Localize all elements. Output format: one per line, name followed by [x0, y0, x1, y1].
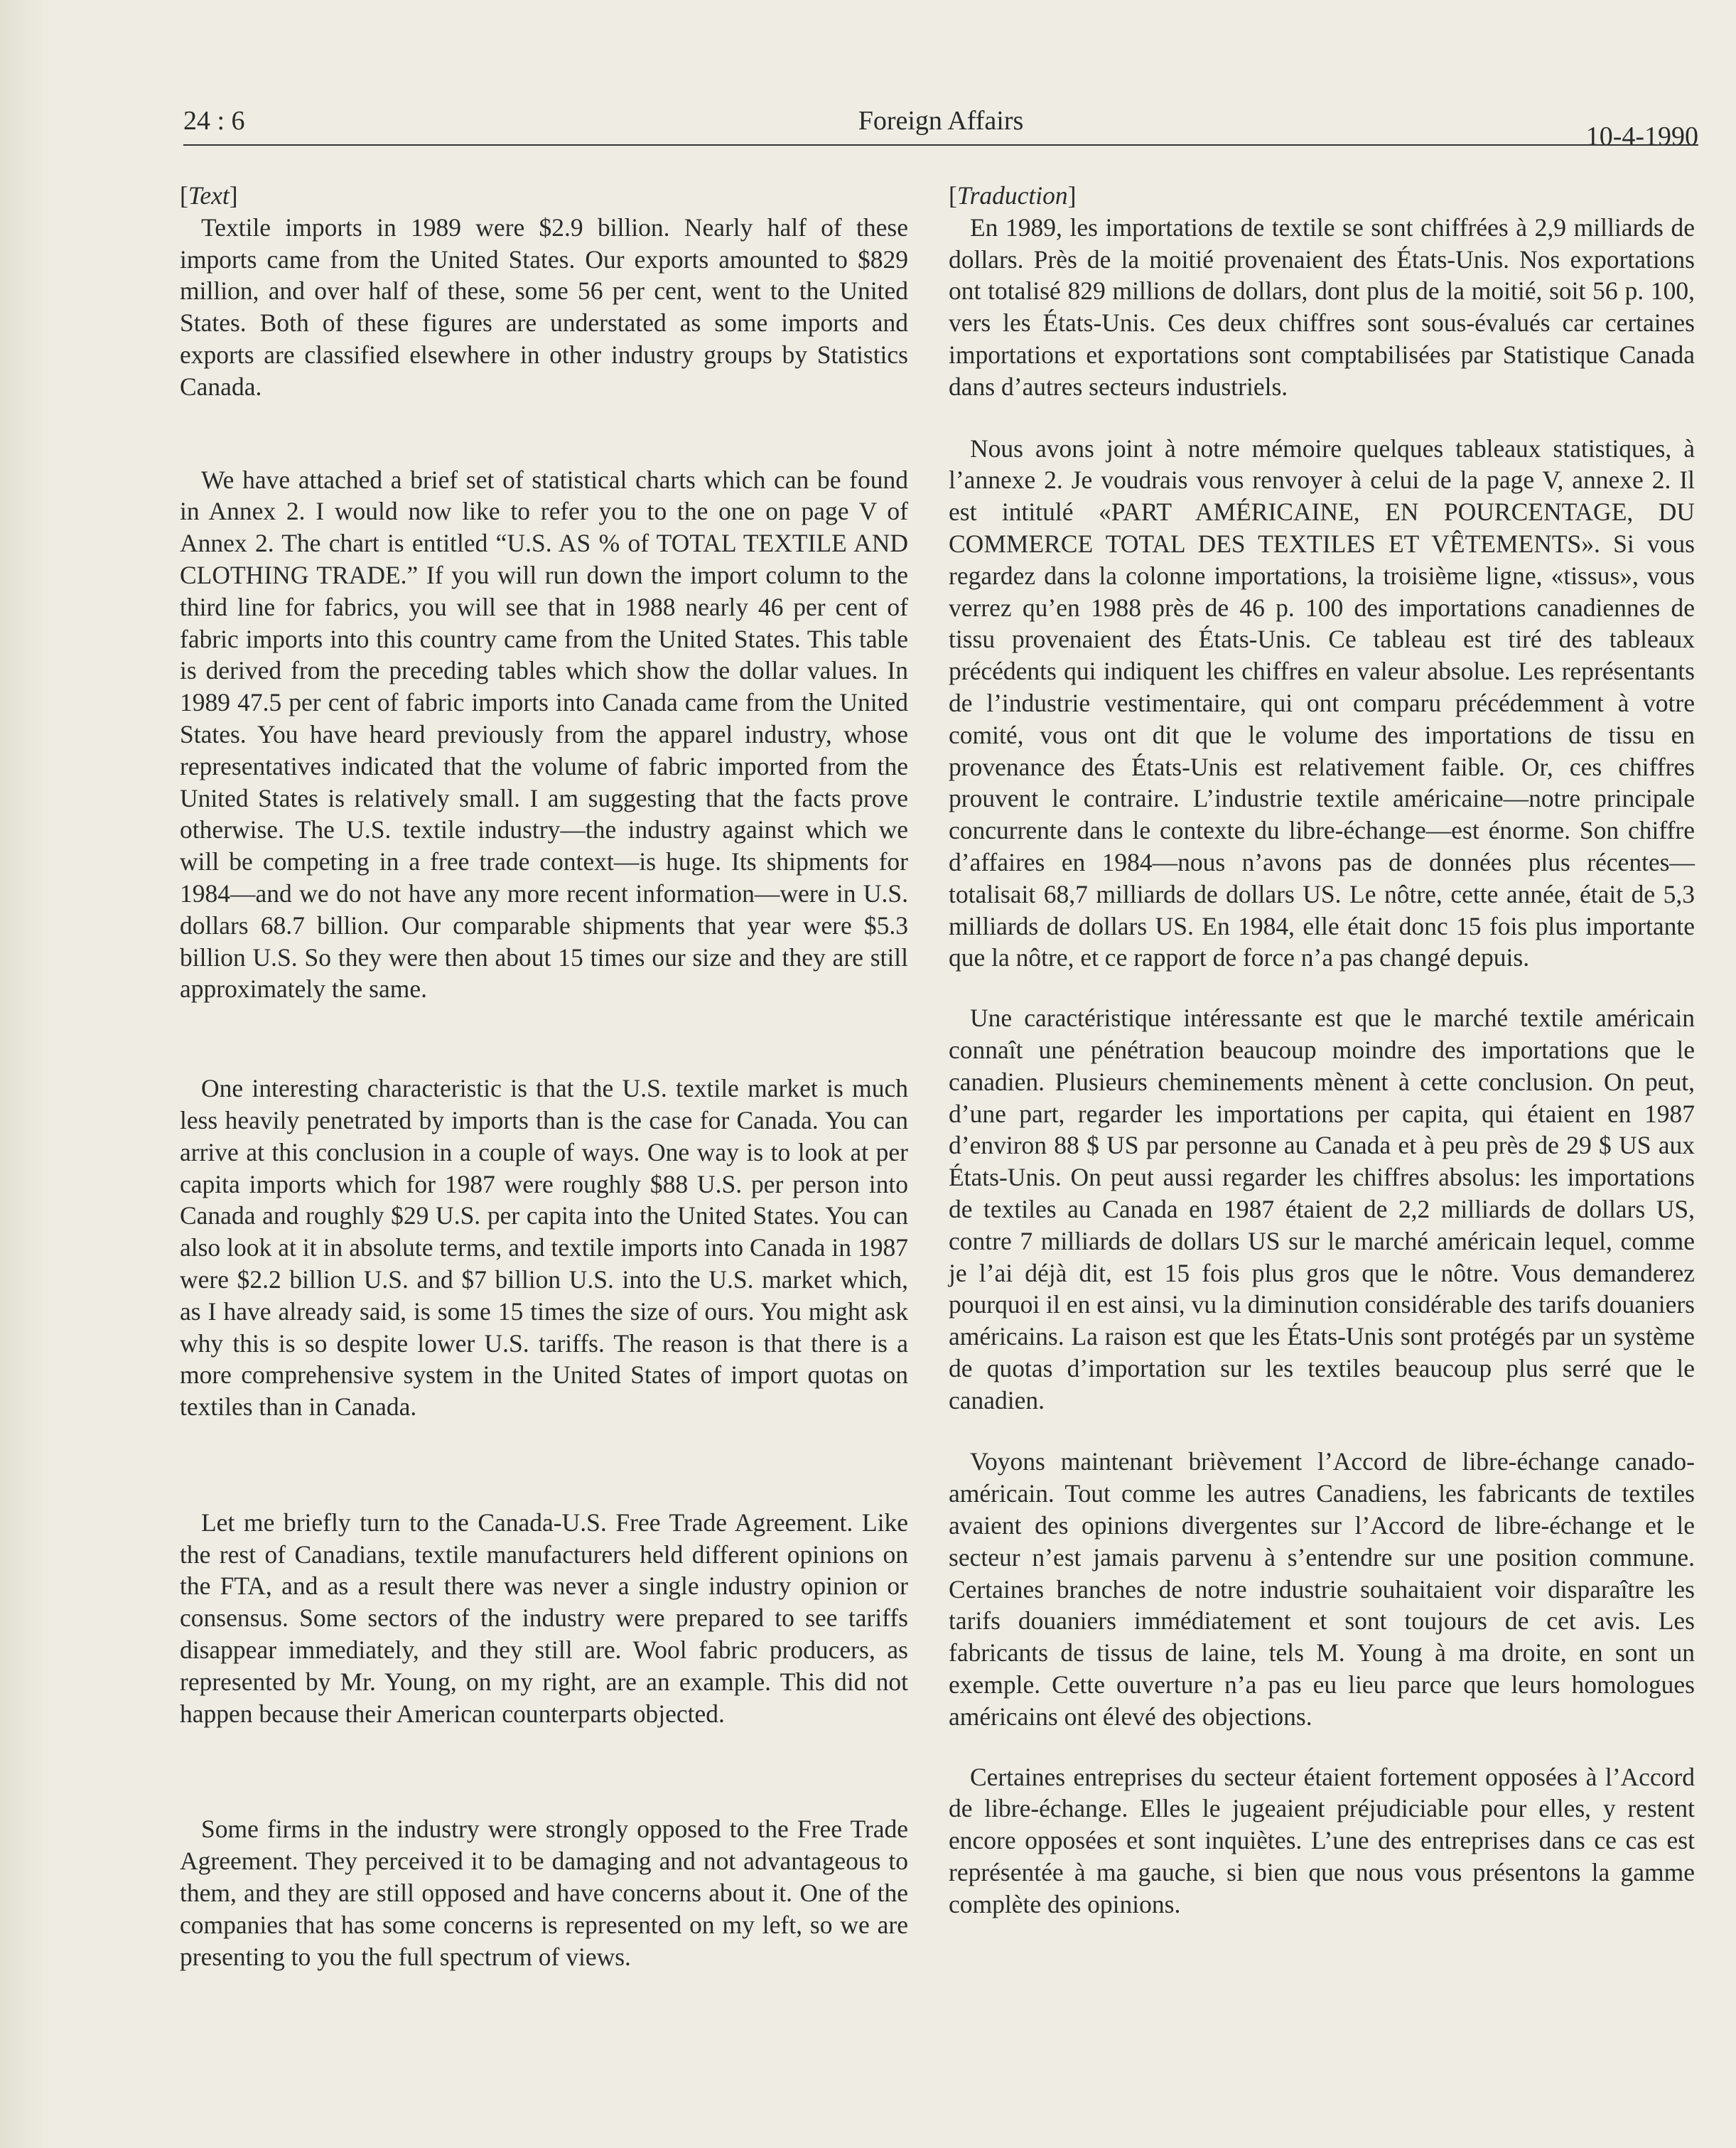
- column-label: [Text]: [180, 181, 238, 210]
- page-edge-shadow: [0, 0, 50, 2148]
- paragraph: Textile imports in 1989 were $2.9 billion. Nearly half of these imports came from the United States. Our exports amounted to $829 million, and over half of these, some 56 per cent, went to the United States. Both of these figures are understated as some imports and exports are classified elsewhere in other industry groups by Statistics Canada.: [180, 213, 908, 401]
- paragraph: En 1989, les importations de textile se sont chiffrées à 2,9 milliards de dollars. Près de la moitié provenaient des États-Unis. Nos exportations ont totalisé 829 millions de dollars, dont plus de la moitié, soit 56 p. 100, vers les États-Unis. Ces deux chiffres sont sous-évalués car certaines importations et exportations sont comptabilisées par Statistique Canada dans d’autres secteurs industriels.: [949, 213, 1695, 401]
- paragraph: Let me briefly turn to the Canada-U.S. Free Trade Agreement. Like the rest of Canadians, textile manufacturers held different opinions on the FTA, and as a result there was never a single industry opinion or consensus. Some sectors of the industry were prepared to see tariffs disappear immediately, and they still are. Wool fabric producers, as represented by Mr. Young, on my right, are an example. This did not happen because their American counterparts objected.: [180, 1508, 908, 1728]
- publication-title: Foreign Affairs: [858, 106, 1024, 136]
- paragraph: One interesting characteristic is that the U.S. textile market is much less heavily penetrated by imports than is the case for Canada. You can arrive at this conclusion in a couple of ways. One way is to look at per capita imports which for 1987 were roughly $88 U.S. per person into Canada and roughly $29 U.S. per capita into the United States. You can also look at it in absolute terms, and textile imports into Canada in 1987 were $2.2 billion U.S. and $7 billion U.S. into the U.S. market which, as I have already said, is some 15 times the size of ours. You might ask why this is so despite lower U.S. tariffs. The reason is that there is a more comprehensive system in the United States of import quotas on textiles than in Canada.: [180, 1074, 908, 1422]
- paragraph: Nous avons joint à notre mémoire quelques tableaux statistiques, à l’annexe 2. Je voudrais vous renvoyer à celui de la page V, annexe 2. Il est intitulé «PART AMÉRICAINE, EN POURCENTAGE, DU COMMERCE TOTAL DES TEXTILES ET VÊTEMENTS». Si vous regardez dans la colonne importations, la troisième ligne, «tissus», vous verrez qu’en 1988 près de 46 p. 100 des importations canadiennes de tissu provenaient des États-Unis. Ce tableau est tiré des tableaux précédents qui indiquent les chiffres en valeur absolue. Les représentants de l’industrie vestimentaire, qui ont comparu précédemment à votre comité, vous ont dit que le volume des importations de tissu en provenance des États-Unis est relativement faible. Or, ces chiffres prouvent le contraire. L’industrie textile américaine—notre principale concurrente dans le contexte du libre-échange—est énorme. Son chiffre d’affaires en 1984—nous n’avons pas de données plus récentes—totalisait 68,7 milliards de dollars US. Le nôtre, cette année, était de 5,3 milliards de dollars US. En 1984, elle était donc 15 fois plus importante que la nôtre, et ce rapport de force n’a pas changé depuis.: [949, 434, 1695, 972]
- french-label-text: Traduction: [956, 181, 1068, 210]
- column-label: [Traduction]: [949, 181, 1077, 210]
- english-column: [180, 174, 908, 1972]
- page-date: 10-4-1990: [1585, 122, 1698, 151]
- paragraph: Certaines entreprises du secteur étaient fortement opposées à l’Accord de libre-échange. Elles le jugeaient préjudiciable pour elles, y restent encore opposées et sont inquiètes. L’une des entreprises dans ce cas est représentée à ma gauche, si bien que nous vous présentons la gamme complète des opinions.: [949, 1762, 1695, 1918]
- paragraph: We have attached a brief set of statistical charts which can be found in Annex 2. I would now like to refer you to the one on page V of Annex 2. The chart is entitled “U.S. AS % of TOTAL TEXTILE AND CLOTHING TRADE.” If you will run down the import column to the third line for fabrics, you will see that in 1988 nearly 46 per cent of fabric imports into this country came from the United States. This table is derived from the preceding tables which show the dollar values. In 1989 47.5 per cent of fabric imports into Canada came from the United States. You have heard previously from the apparel industry, whose representatives indicated that the volume of fabric imported from the United States is relatively small. I am suggesting that the facts prove otherwise. The U.S. textile industry—the industry against which we will be competing in a free trade context—is huge. Its shipments for 1984—and we do not have any more recent information—were in U.S. dollars 68.7 billion. Our comparable shipments that year were $5.3 billion U.S. So they were then about 15 times our size and they are still approximately the same.: [180, 465, 908, 1004]
- header-rule: [183, 144, 1698, 146]
- paragraph: Some firms in the industry were strongly opposed to the Free Trade Agreement. They perceived it to be damaging and not advantageous to them, and they are still opposed and have concerns about it. One of the companies that has some concerns is represented on my left, so we are presenting to you the full spectrum of views.: [180, 1815, 908, 1971]
- paragraph: Voyons maintenant brièvement l’Accord de libre-échange canado-américain. Tout comme les autres Canadiens, les fabricants de textiles avaient des opinions divergentes sur l’Accord de libre-échange et le secteur n’est jamais parvenu à s’entendre sur une position commune. Certaines branches de notre industrie souhaitaient voir disparaître les tarifs douaniers immédiatement et sont toujours de cet avis. Les fabricants de tissus de laine, tels M. Young à ma droite, en sont un exemple. Cette ouverture n’a pas eu lieu parce que leurs homologues américains ont élevé des objections.: [949, 1447, 1695, 1731]
- page-number: 24 : 6: [183, 106, 245, 136]
- french-column: [949, 174, 1695, 1921]
- english-label-text: Text: [188, 181, 230, 210]
- page-header: [183, 105, 1698, 151]
- paragraph: Une caractéristique intéressante est que le marché textile américain connaît une pénétration beaucoup moindre des importations que le canadien. Plusieurs cheminements mènent à cette conclusion. On peut, d’une part, regarder les importations per capita, qui étaient en 1987 d’environ 88 $ US par personne au Canada et à peu près de 29 $ US aux États-Unis. On peut aussi regarder les chiffres absolus: les importations de textiles au Canada en 1987 étaient de 2,2 milliards de dollars US, contre 7 milliards de dollars US sur le marché américain lequel, comme je l’ai déjà dit, est 15 fois plus gros que le nôtre. Vous demanderez pourquoi il en est ainsi, vu la diminution considérable des tarifs douaniers américains. La raison est que les États-Unis sont protégés par un système de quotas d’importation sur les textiles beaucoup plus serré que le canadien.: [949, 1004, 1695, 1414]
